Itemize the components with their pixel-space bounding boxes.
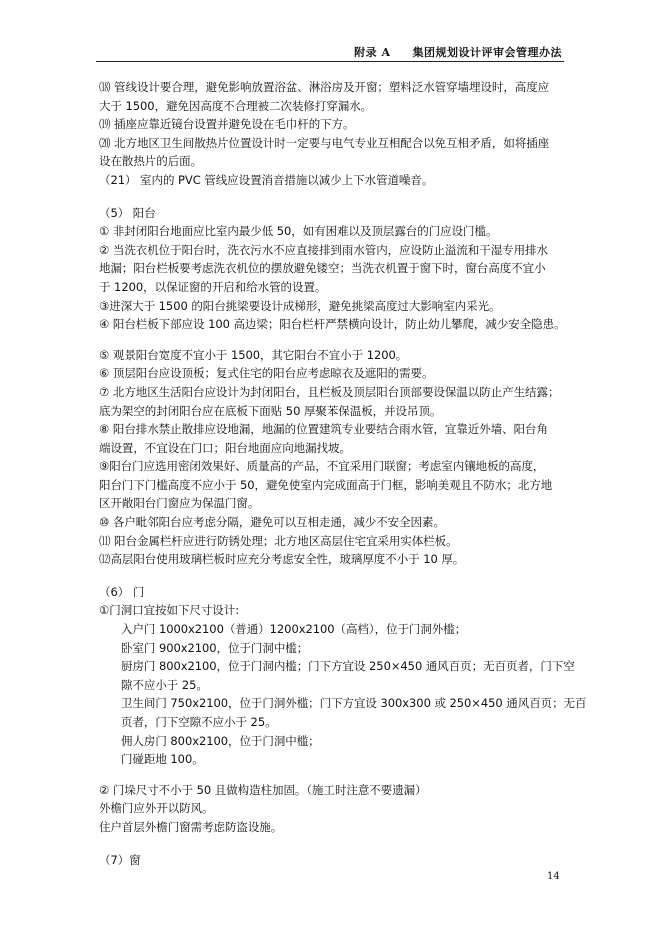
paragraph-line: 设在散热片的后面。: [99, 154, 203, 169]
paragraph-line: ①门洞口宜按如下尺寸设计:: [99, 603, 240, 618]
paragraph-line: 地漏；阳台栏板要考虑洗衣机位的摆放避免镂空；当洗衣机置于窗下时，窗台高度不宜小: [99, 261, 546, 276]
paragraph-line: ⑨阳台门应选用密闭效果好、质量高的产品，不宜采用门联窗；考虑室内镶地板的高度，: [99, 459, 545, 474]
paragraph-line: ⒅ 管线设计要合理，避免影响放置浴盆、淋浴房及开窗；塑料泛水管穿墙埋设时，高度应: [99, 80, 550, 94]
paragraph-line: ⑿高层阳台使用玻璃栏板时应充分考虑安全性，玻璃厚度不小于 10 厚。: [99, 552, 465, 567]
section-heading-balcony: （5） 阳台: [99, 205, 156, 220]
door-size-item: 佣人房门 800x2100，位于门洞中槛；: [121, 733, 320, 748]
paragraph-line: ② 当洗衣机位于阳台时，洗衣污水不应直接排到雨水管内，应设防止溢流和干湿专用排水: [99, 242, 548, 257]
paragraph-line: 阳台门下门槛高度不应小于 50，避免使室内完成面高于门框，影响美观且不防水；北方地: [99, 477, 553, 492]
door-size-item: 厨房门 800x2100，位于门洞内槛；门下方宜设 250×450 通风百页；无百页者，门下空: [121, 659, 575, 674]
paragraph-line: ⑧ 阳台排水禁止散排应设地漏，地漏的位置建筑专业要结合雨水管，宜靠近外墙、阳台角: [99, 422, 548, 437]
header-appendix: 附录 A: [354, 46, 391, 59]
running-header: [96, 41, 564, 62]
paragraph-line: 底为架空的封闭阳台应在底板下面贴 50 厚聚苯保温板，并设吊顶。: [99, 403, 442, 418]
paragraph-line: 大于 1500，避免因高度不合理被二次装修打穿漏水。: [99, 98, 373, 113]
paragraph-line: ⑤ 观景阳台宽度不宜小于 1500，其它阳台不宜小于 1200。: [99, 347, 408, 362]
door-size-item: 卫生间门 750x2100，位于门洞外槛；门下方宜设 300x300 或 250×450 通风百页；无百: [121, 696, 587, 711]
paragraph-line: ④ 阳台栏板下部应设 100 高边梁；阳台栏杆严禁横向设计，防止幼儿攀爬，减少安全隐患。: [99, 317, 566, 332]
paragraph-line: ⑦ 北方地区生活阳台应设计为封闭阳台，且栏板及顶层阳台顶部要设保温以防止产生结露；: [99, 384, 560, 399]
door-size-item: 隙不应小于 25。: [121, 677, 208, 692]
section-heading-windows: （7）窗: [99, 852, 141, 867]
header-title: 集团规划设计评审会管理办法: [412, 46, 562, 59]
door-size-item: 页者，门下空隙不应小于 25。: [121, 715, 277, 729]
paragraph-line: ⒇ 北方地区卫生间散热片位置设计时一定要与电气专业互相配合以免互相矛盾，如将插座: [99, 135, 550, 150]
door-size-item: 入户门 1000x2100（普通）1200x2100（高档），位于门洞外槛；: [121, 622, 467, 637]
paragraph-line: 于 1200，以保证窗的开启和给水管的设置。: [99, 279, 327, 294]
section-heading-doors: （6） 门: [99, 584, 145, 599]
paragraph-line: 外檐门应外开以防风。: [99, 801, 214, 816]
paragraph-line: ③进深大于 1500 的阳台挑梁要设计成梯形，避免挑梁高度过大影响室内采光。: [99, 298, 501, 313]
paragraph-line: （21） 室内的 PVC 管线应设置消音措施以减少上下水管道噪音。: [99, 172, 434, 187]
paragraph-line: ① 非封闭阳台地面应比室内最少低 50，如有困难以及顶层露台的门应设门槛。: [99, 224, 498, 239]
paragraph-line: ⑩ 各户毗邻阳台应考虑分隔，避免可以互相走通，减少不安全因素。: [99, 515, 445, 530]
paragraph-line: 住户首层外檐门窗需考虑防盗设施。: [99, 819, 283, 834]
document-body: [99, 78, 587, 869]
header-text: [354, 44, 562, 60]
paragraph-line: ⑥ 顶层阳台应设顶板；复式住宅的阳台应考虑晾衣及遮阳的需要。: [99, 366, 434, 381]
page-number: 14: [547, 871, 560, 882]
paragraph-line: 端设置，不宜设在门口；阳台地面应向地漏找坡。: [99, 440, 351, 455]
door-size-item: 门碰距地 100。: [121, 752, 204, 767]
paragraph-line: ⑾ 阳台金属栏杆应进行防锈处理；北方地区高层住宅宜采用实体栏板。: [99, 533, 458, 548]
door-size-item: 卧室门 900x2100，位于门洞中槛；: [121, 640, 309, 655]
paragraph-line: ⒆ 插座应靠近镜台设置并避免设在毛巾杆的下方。: [99, 117, 355, 132]
paragraph-line: 区开敞阳台门窗应为保温门窗。: [99, 496, 260, 511]
paragraph-line: ② 门垛尺寸不小于 50 且做构造柱加固。（施工时注意不要遗漏）: [99, 782, 427, 797]
